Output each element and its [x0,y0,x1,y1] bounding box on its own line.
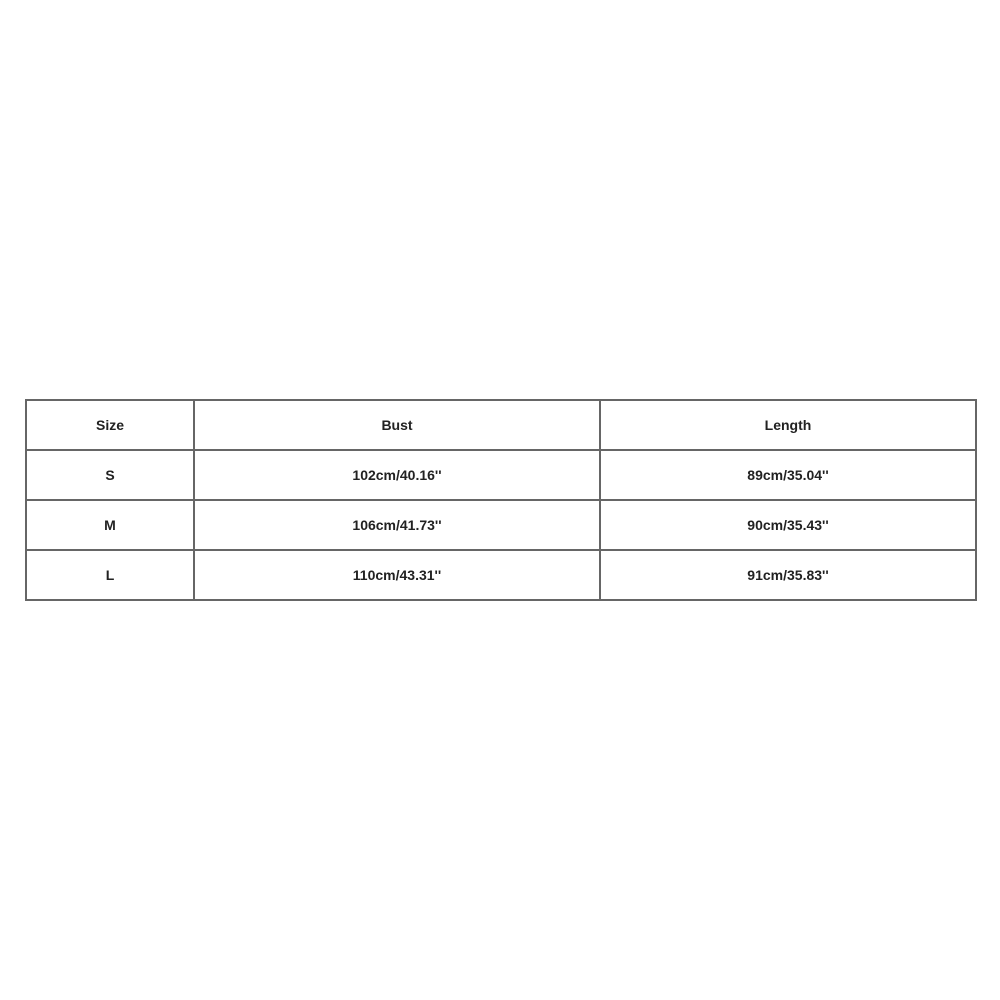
table-row [26,450,976,500]
table-row [26,550,976,600]
size-cell: L [26,550,194,600]
header-length: Length [600,400,976,450]
size-cell: S [26,450,194,500]
size-cell: M [26,500,194,550]
table-row [26,500,976,550]
header-size: Size [26,400,194,450]
length-cell: 90cm/35.43'' [600,500,976,550]
bust-cell: 110cm/43.31'' [194,550,600,600]
length-cell: 89cm/35.04'' [600,450,976,500]
bust-cell: 106cm/41.73'' [194,500,600,550]
bust-cell: 102cm/40.16'' [194,450,600,500]
table-header-row [26,400,976,450]
size-chart-table [25,399,977,601]
length-cell: 91cm/35.83'' [600,550,976,600]
header-bust: Bust [194,400,600,450]
